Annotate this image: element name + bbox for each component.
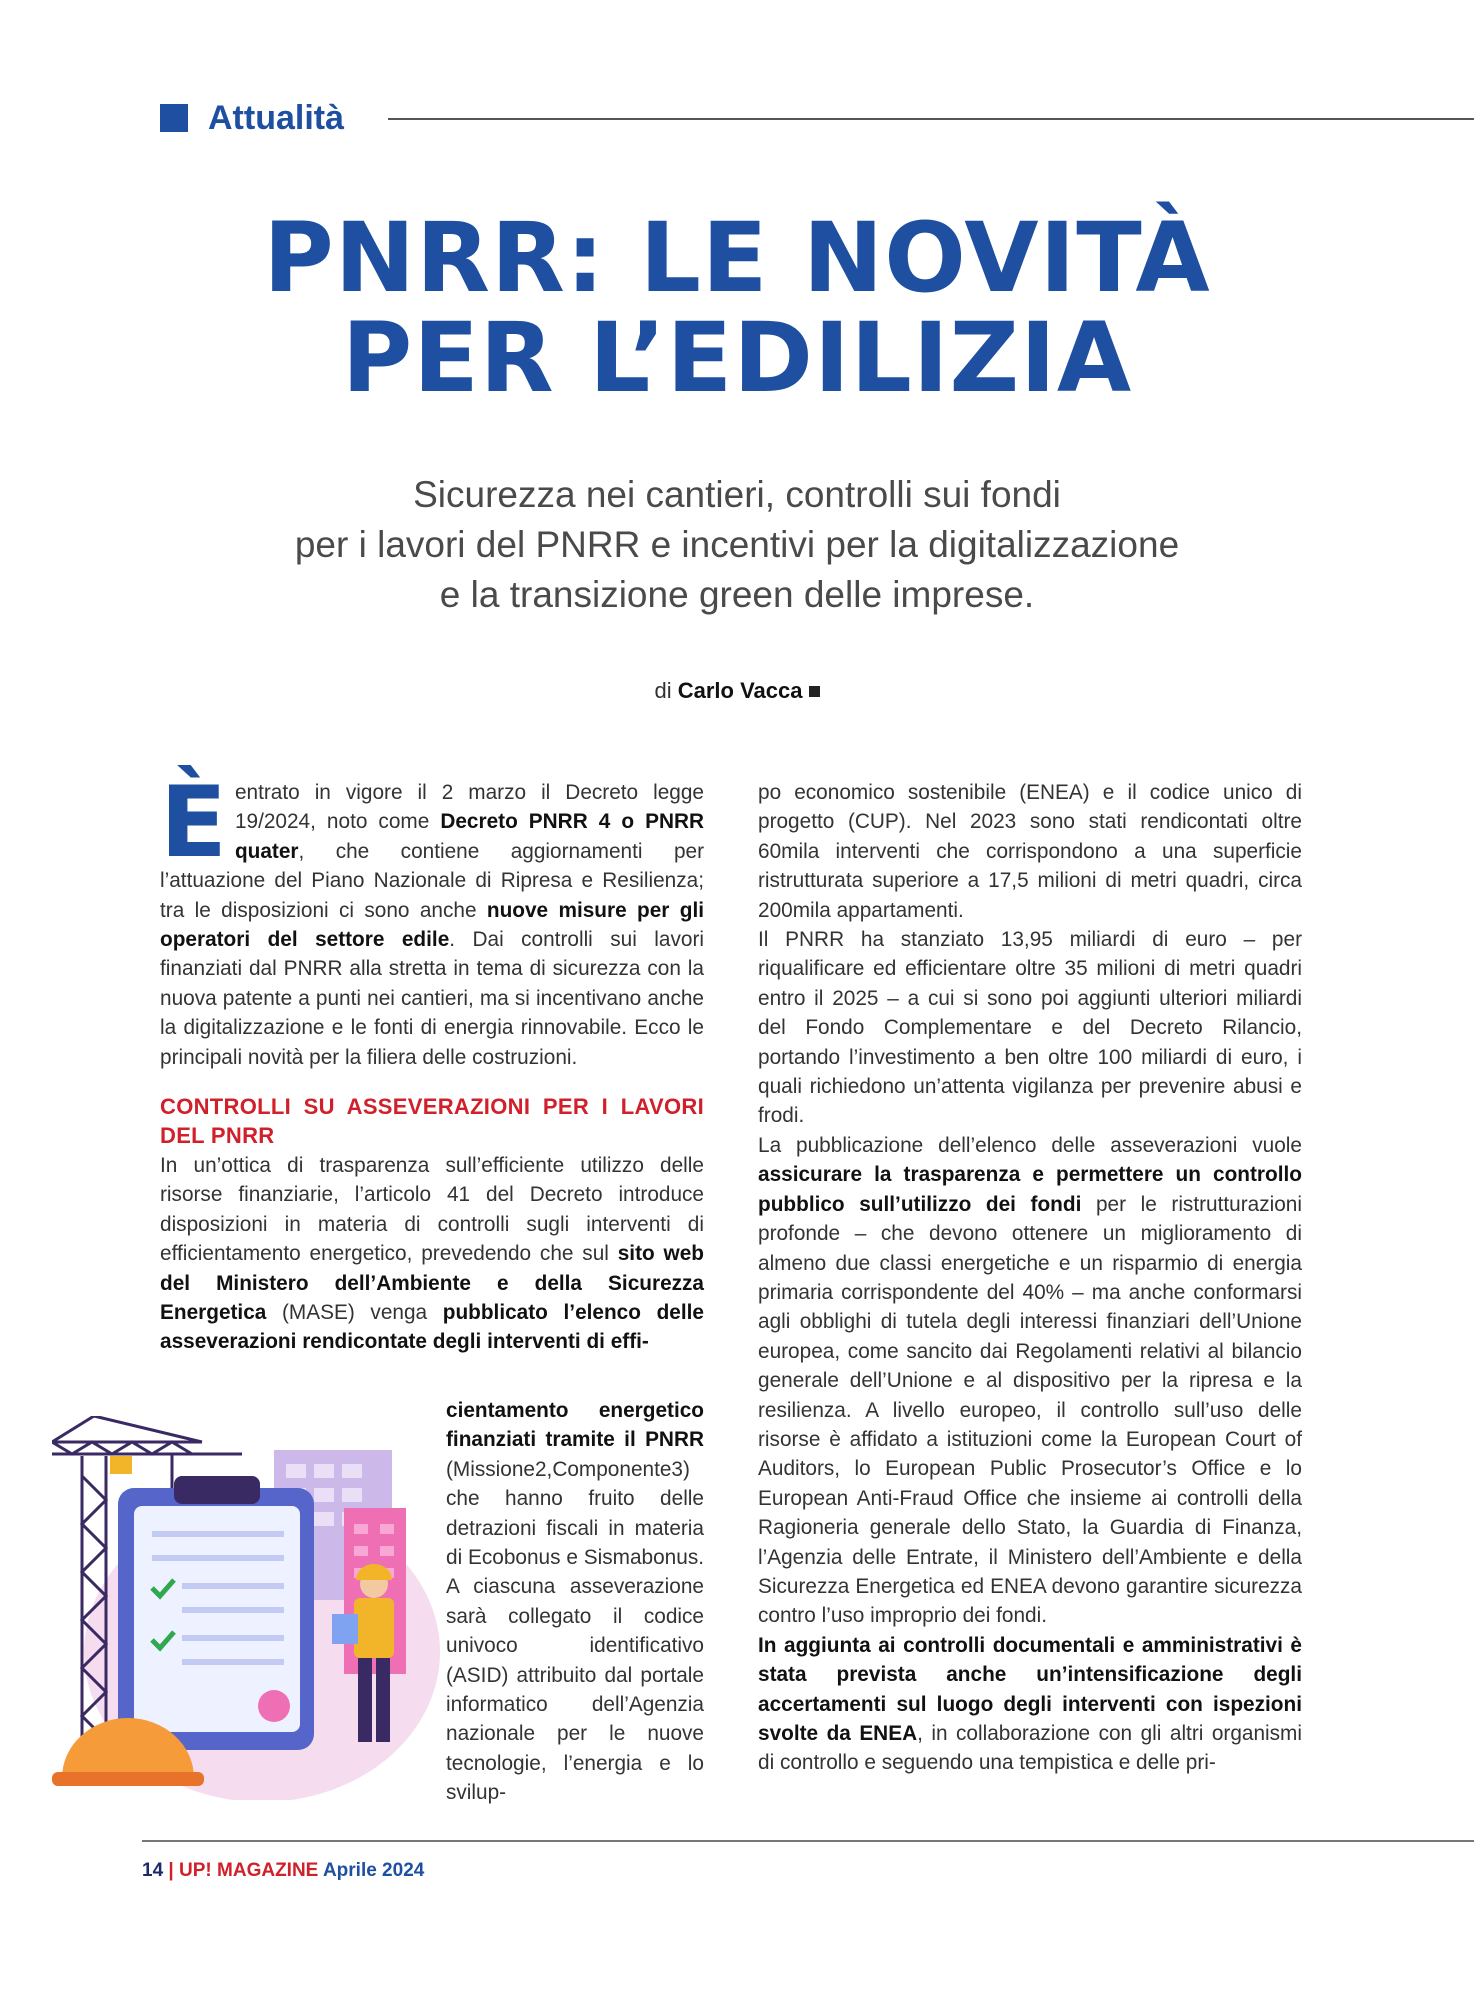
section1-text-1: In un’ottica di trasparenza sull’efficiente utilizzo delle risorse finanziarie, l’articolo 41 del Decreto introduce disposizioni in materia di controlli sugli interventi di efficientamento energetico, prevedendo che sul	[160, 1153, 704, 1266]
crane-cab	[110, 1456, 132, 1474]
narrow-column	[446, 1396, 704, 1808]
subtitle-line-2: per i lavori del PNRR e incentivi per la digitalizzazione	[294, 524, 1180, 565]
intro-text-2: , che contiene aggiornamenti per l’attuazione del Piano Nazionale di Ripresa e Resilienza; tra le disposizioni ci sono anche	[160, 839, 704, 922]
footer-separator: |	[168, 1860, 174, 1881]
title-line-1: PNRR: LE NOVITÀ	[263, 202, 1211, 314]
dropcap: È	[160, 766, 227, 880]
construction-illustration	[52, 1416, 442, 1800]
section-header	[160, 98, 1474, 142]
page-number: 14	[142, 1860, 164, 1881]
section1-bold-2: pubblicato l’elenco delle asseverazioni rendicontate degli interventi di effi-	[160, 1300, 704, 1354]
stamp-icon	[258, 1690, 290, 1722]
magazine-name: UP! MAGAZINE	[179, 1860, 319, 1881]
right-column	[758, 778, 1302, 1778]
intro-text-3: . Dai controlli sui lavori finanziati dal PNRR alla stretta in tema di sicurezza con la nuova patente a punti nei cantieri, ma si incentivano anche la digitalizzazione e le fonti di energia rinnovabile. Ecco le principali novità per la filiera delle costruzioni.	[160, 928, 704, 1069]
subtitle-line-3: e la transizione green delle imprese.	[439, 574, 1035, 615]
footer-rule	[142, 1840, 1474, 1842]
right-p3-text-1: La pubblicazione dell’elenco delle asseverazioni vuole	[758, 1133, 1302, 1157]
byline-square-icon	[809, 686, 820, 697]
intro-bold-1: Decreto PNRR 4 o PNRR quater	[234, 810, 704, 863]
section1-text-2: (MASE) venga	[266, 1300, 443, 1324]
section1-bold-1: sito web del Ministero dell’Ambiente e della Sicurezza Energetica	[160, 1242, 704, 1324]
subtitle-line-1: Sicurezza nei cantieri, controlli sui fondi	[413, 474, 1061, 515]
section1-paragraph	[160, 1151, 704, 1357]
narrow-text-1: (Missione2,Componente3) che hanno fruito delle detrazioni fiscali in materia di Ecobonus e Sismabonus. A ciascuna asseverazione sarà collegato il codice univoco identificativo (ASID) attribuito dal portale informatico dell’Agenzia nazionale per le nuove tecnologie, l’energia e lo svilup-	[446, 1457, 704, 1805]
section-subhead: CONTROLLI SU ASSEVERAZIONI PER I LAVORI DEL PNRR	[160, 1094, 704, 1149]
section-rule	[388, 118, 1474, 120]
right-paragraph-1: po economico sostenibile (ENEA) e il codice unico di progetto (CUP). Nel 2023 sono stati rendicontati oltre 60mila interventi che corrispondono a una superficie ristrutturata superiore a 17,5 milioni di metri quadri, circa 200mila appartamenti.	[758, 781, 1302, 922]
intro-text-1: entrato in vigore il 2 marzo il Decreto legge 19/2024, noto come	[234, 781, 704, 834]
right-paragraph-4	[758, 1631, 1302, 1778]
byline-author: Carlo Vacca	[677, 678, 803, 703]
section-label: Attualità	[208, 99, 344, 137]
right-p3-text-2: per le ristrutturazioni profonde – che devono ottenere un miglioramento di almeno due classi energetiche e un risparmio di energia primaria corrispondente del 40% – ma anche conformarsi agli obblighi di tutela degli interessi finanziari dell’Unione europea, come sancito dai Regolamenti relativi al bilancio generale dell’Unione e al dispositivo per la ripresa e la resilienza. A livello europeo, il controllo sull’uso delle risorse è affidato a istituzioni come la European Court of Auditors, lo European Public Prosecutor’s Office e lo European Anti-Fraud Office che insieme ai controlli della Ragioneria generale dello Stato, la Guardia di Finanza, l’Agenzia delle Entrate, il Ministero dell’Ambiente e della Sicurezza Energetica ed ENEA devono garantire sicurezza contro l’uso improprio dei fondi.	[758, 1192, 1302, 1628]
right-p3-bold-1: assicurare la trasparenza e permettere un controllo pubblico sull’utilizzo dei fondi	[758, 1163, 1302, 1216]
right-p4-text-1: , in collaborazione con gli altri organismi di controllo e seguendo una tempistica e delle pri-	[758, 1722, 1303, 1775]
title-line-2: PER L’EDILIZIA	[341, 302, 1133, 414]
right-paragraph-2: Il PNRR ha stanziato 13,95 miliardi di euro – per riqualificare ed efficientare oltre 35 milioni di metri quadri entro il 2025 – a cui si sono poi aggiunti ulteriori miliardi del Fondo Complementare e del Decreto Rilancio, portando l’investimento a ben oltre 100 miliardi di euro, i quali richiedono un’attenta vigilanza per prevenire abusi e frodi.	[758, 928, 1302, 1128]
clipboard-clip	[174, 1476, 260, 1504]
right-p4-bold-1: In aggiunta ai controlli documentali e amministrativi è stata prevista anche un’intensificazione degli accertamenti sul luogo degli interventi con ispezioni svolte da ENEA	[758, 1633, 1302, 1745]
intro-paragraph	[160, 766, 704, 1072]
page-footer	[142, 1860, 424, 1882]
section-square-icon	[160, 104, 188, 132]
page-title	[0, 202, 1474, 414]
narrow-paragraph	[446, 1396, 704, 1808]
intro-bold-2: nuove misure per gli operatori del settore edile	[160, 898, 704, 952]
byline-prefix: di	[654, 678, 672, 703]
subtitle	[0, 470, 1474, 620]
narrow-bold-1: cientamento energetico finanziati tramite il PNRR	[446, 1399, 704, 1452]
left-column	[160, 766, 704, 1357]
right-paragraph-3	[758, 1131, 1302, 1631]
byline	[0, 678, 1474, 704]
issue-date: Aprile 2024	[322, 1860, 425, 1881]
